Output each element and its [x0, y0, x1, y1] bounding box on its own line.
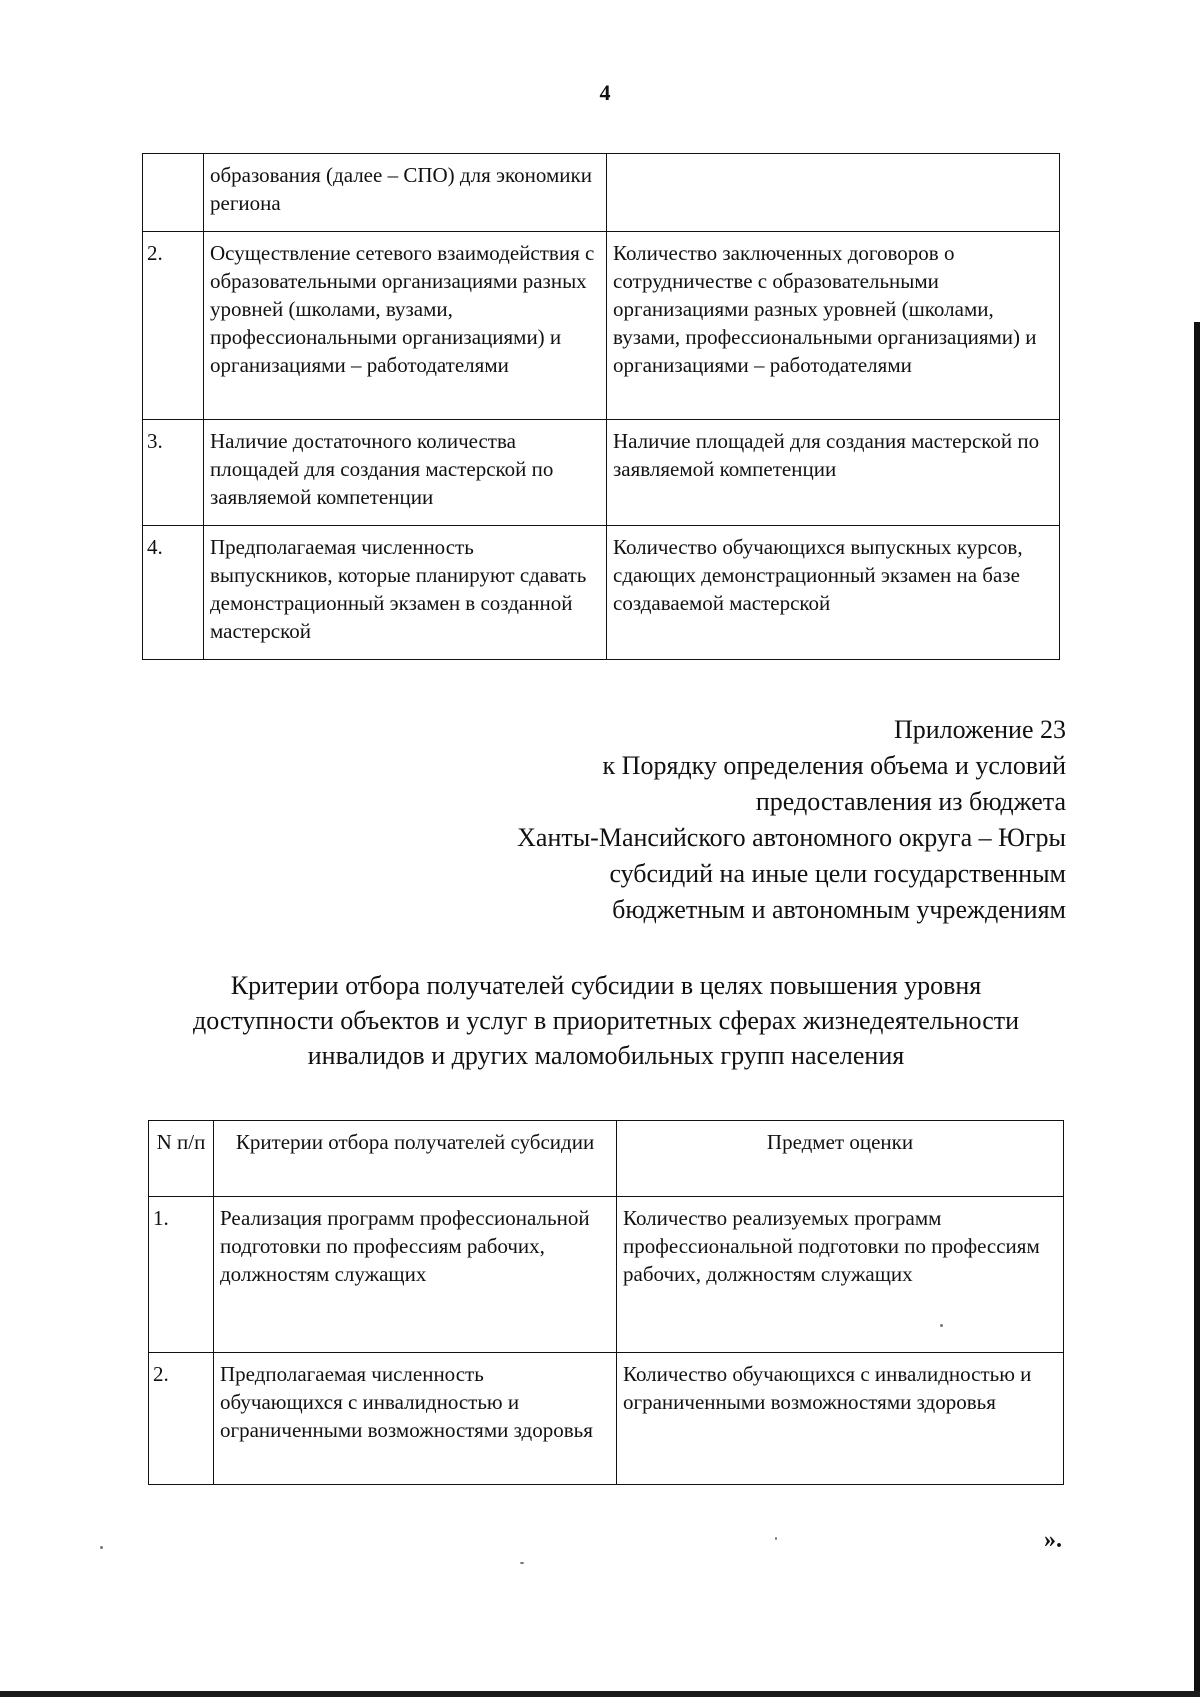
- appendix-line: Приложение 23: [893, 715, 1066, 744]
- assessment-cell: Количество реализуемых программ профессиональной подготовки по профессиям рабочих, должностям служащих: [617, 1197, 1064, 1353]
- assessment-cell: Наличие площадей для создания мастерской по заявляемой компетенции: [607, 420, 1060, 526]
- row-number: 2.: [143, 232, 204, 420]
- criterion-cell: Предполагаемая численность выпускников, которые планируют сдавать демонстрационный экзамен в созданной мастерской: [204, 526, 607, 660]
- header-number: N п/п: [149, 1121, 214, 1197]
- appendix-header: [517, 712, 1066, 928]
- table-row: [143, 420, 1060, 526]
- criterion-cell: Предполагаемая численность обучающихся с инвалидностью и ограниченными возможностями здоровья: [214, 1353, 617, 1485]
- row-number: 2.: [149, 1353, 214, 1485]
- criteria-table: [148, 1120, 1064, 1485]
- title-line: инвалидов и других маломобильных групп населения: [307, 1041, 905, 1070]
- title-line: Критерии отбора получателей субсидии в целях повышения уровня: [230, 971, 982, 1000]
- table-header-row: [149, 1121, 1064, 1197]
- header-criterion: Критерии отбора получателей субсидии: [214, 1121, 617, 1197]
- assessment-cell: [607, 154, 1060, 232]
- criteria-table-continued: [142, 153, 1060, 660]
- header-assessment: Предмет оценки: [617, 1121, 1064, 1197]
- criterion-cell: Наличие достаточного количества площадей для создания мастерской по заявляемой компетенции: [204, 420, 607, 526]
- page-number: 4: [599, 80, 611, 105]
- table-row: [143, 154, 1060, 232]
- row-number: 3.: [143, 420, 204, 526]
- table-row: [149, 1353, 1064, 1485]
- appendix-line: бюджетным и автономным учреждениям: [612, 895, 1066, 924]
- criterion-cell: образования (далее – СПО) для экономики региона: [204, 154, 607, 232]
- closing-quote: ».: [1044, 1527, 1062, 1553]
- assessment-cell: Количество обучающихся с инвалидностью и ограниченными возможностями здоровья: [617, 1353, 1064, 1485]
- scan-speck: [775, 1537, 777, 1540]
- assessment-cell: Количество обучающихся выпускных курсов, сдающих демонстрационный экзамен на базе создаваемой мастерской: [607, 526, 1060, 660]
- table-row: [149, 1197, 1064, 1353]
- appendix-line: предоставления из бюджета: [755, 787, 1066, 816]
- appendix-line: к Порядку определения объема и условий: [602, 751, 1066, 780]
- row-number: 1.: [149, 1197, 214, 1353]
- table-row: [143, 526, 1060, 660]
- row-number: [143, 154, 204, 232]
- document-title: [0, 968, 1200, 1073]
- scan-edge-bottom: [0, 1691, 1200, 1697]
- appendix-line: Ханты-Мансийского автономного округа – Югры: [517, 823, 1066, 852]
- assessment-cell: Количество заключенных договоров о сотрудничестве с образовательными организациями разных уровней (школами, вузами, профессиональными организациями) и организациями – работодателями: [607, 232, 1060, 420]
- scan-speck: [520, 1562, 524, 1564]
- row-number: 4.: [143, 526, 204, 660]
- scan-speck: [100, 1546, 103, 1549]
- criterion-cell: Осуществление сетевого взаимодействия с образовательными организациями разных уровней (школами, вузами, профессиональными организациями) и организациями – работодателями: [204, 232, 607, 420]
- appendix-line: субсидий на иные цели государственным: [609, 859, 1066, 888]
- table-row: [143, 232, 1060, 420]
- title-line: доступности объектов и услуг в приоритетных сферах жизнедеятельности: [192, 1006, 1020, 1035]
- criterion-cell: Реализация программ профессиональной подготовки по профессиям рабочих, должностям служащих: [214, 1197, 617, 1353]
